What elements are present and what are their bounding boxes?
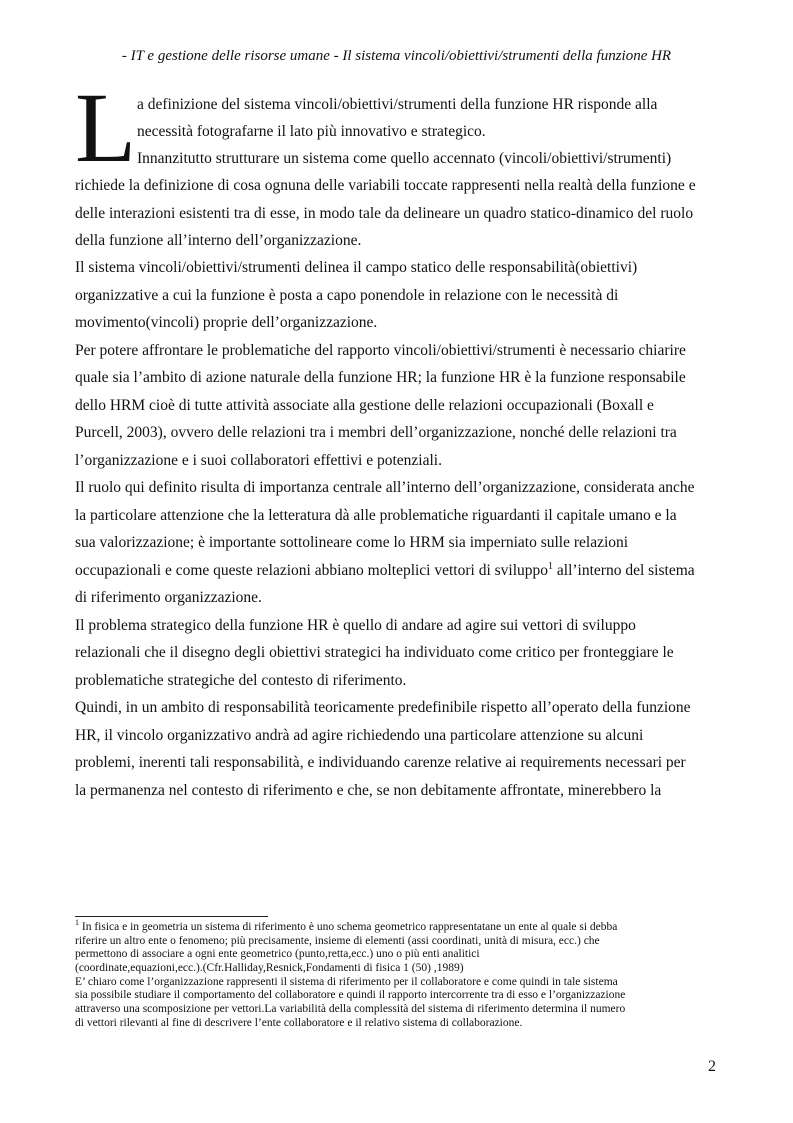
footnote-line (75, 918, 618, 934)
body-line: Il sistema vincoli/obiettivi/strumenti delinea il campo statico delle responsabilità(obiettivi) (75, 259, 638, 276)
body-line: Innanzitutto strutturare un sistema come quello accennato (vincoli/obiettivi/strumenti) (137, 150, 672, 167)
footnote-reference[interactable]: 1 (548, 560, 554, 572)
drop-cap-letter: L (75, 72, 137, 183)
footnote-line: riferire un altro ente o fenomeno; più precisamente, insieme di elementi (assi coordinati, unità di misura, ecc.) che (75, 935, 600, 947)
body-line: sua valorizzazione; è importante sottolineare come lo HRM sia imperniato sulle relazioni (75, 534, 629, 551)
body-line: problemi, inerenti tali responsabilità, e individuando carenze relative ai requirements necessari per (75, 754, 686, 771)
page-number: 2 (708, 1058, 716, 1075)
footnote-line: (coordinate,equazioni,ecc.).(Cfr.Halliday,Resnick,Fondamenti di fisica 1 (50) ,1989) (75, 962, 464, 974)
body-line: HR, il vincolo organizzativo andrà ad agire richiedendo una particolare attenzione su alcuni (75, 727, 644, 744)
footnote-separator (75, 916, 268, 917)
body-line: Quindi, in un ambito di responsabilità teoricamente predefinibile rispetto all’operato della funzione (75, 699, 691, 716)
body-line: movimento(vincoli) proprie dell’organizzazione. (75, 314, 378, 331)
body-line (75, 562, 695, 580)
body-line: delle interazioni esistenti tra di esse, in modo tale da delineare un quadro statico-dinamico del ruolo (75, 205, 694, 222)
footnote-line: E’ chiaro come l’organizzazione rappresenti il sistema di riferimento per il collaboratore e come quindi in tale sistema (75, 976, 618, 988)
body-line: relazionali che il disegno degli obiettivi strategici ha individuato come critico per fronteggiare le (75, 644, 674, 661)
body-text: all’interno del sistema (553, 562, 695, 579)
footnote-text: In fisica e in geometria un sistema di riferimento è uno schema geometrico rappresentatane un ente al quale si debba (81, 921, 618, 933)
footnote-line: attraverso una scomposizione per vettori.La variabilità della complessità del sistema di riferimento determina il numero (75, 1003, 626, 1015)
body-line: Il problema strategico della funzione HR è quello di andare ad agire sui vettori di sviluppo (75, 617, 636, 634)
body-line: della funzione all’interno dell’organizzazione. (75, 232, 362, 249)
body-line: Per potere affrontare le problematiche del rapporto vincoli/obiettivi/strumenti è necessario chiarire (75, 342, 686, 359)
body-line: la particolare attenzione che la letteratura dà alle problematiche riguardanti il capitale umano e la (75, 507, 677, 524)
footnote-line: sia possibile studiare il comportamento del collaboratore e quindi il rapporto intercorrente tra di esso e l’organizzazione (75, 989, 626, 1001)
body-line: Il ruolo qui definito risulta di importanza centrale all’interno dell’organizzazione, considerata anche (75, 479, 695, 496)
body-line: di riferimento organizzazione. (75, 589, 262, 606)
body-line: la permanenza nel contesto di riferimento e che, se non debitamente affrontate, minerebbero la (75, 782, 662, 799)
footnote-line: di vettori rilevanti al fine di descrivere l’ente collaboratore e il relativo sistema di collaborazione. (75, 1017, 523, 1029)
body-line: organizzative a cui la funzione è posta a capo ponendole in relazione con le necessità di (75, 287, 619, 304)
body-line: dello HRM cioè di tutte attività associate alla gestione delle relazioni occupazionali (Boxall e (75, 397, 654, 414)
body-line: Purcell, 2003), ovvero delle relazioni tra i membri dell’organizzazione, nonché delle relazioni tra (75, 424, 677, 441)
body-line: l’organizzazione e i suoi collaboratori effettivi e potenziali. (75, 452, 442, 469)
body-line: richiede la definizione di cosa ognuna delle variabili toccate rappresenti nella realtà della funzione e (75, 177, 696, 194)
body-line: problematiche strategiche del contesto di riferimento. (75, 672, 407, 689)
body-text: occupazionali e come queste relazioni abbiano molteplici vettori di sviluppo (75, 562, 549, 579)
footnote-marker: 1 (75, 918, 79, 928)
footnote-line: permettono di associare a ogni ente geometrico (punto,retta,ecc.) uno o più enti analitici (75, 948, 480, 960)
body-line: necessità fotografarne il lato più innovativo e strategico. (137, 123, 486, 140)
body-line: quale sia l’ambito di azione naturale della funzione HR; la funzione HR è la funzione responsabile (75, 369, 686, 386)
body-line: a definizione del sistema vincoli/obiettivi/strumenti della funzione HR risponde alla (137, 96, 658, 113)
running-header: - IT e gestione delle risorse umane - Il sistema vincoli/obiettivi/strumenti della funzione HR (121, 48, 672, 64)
